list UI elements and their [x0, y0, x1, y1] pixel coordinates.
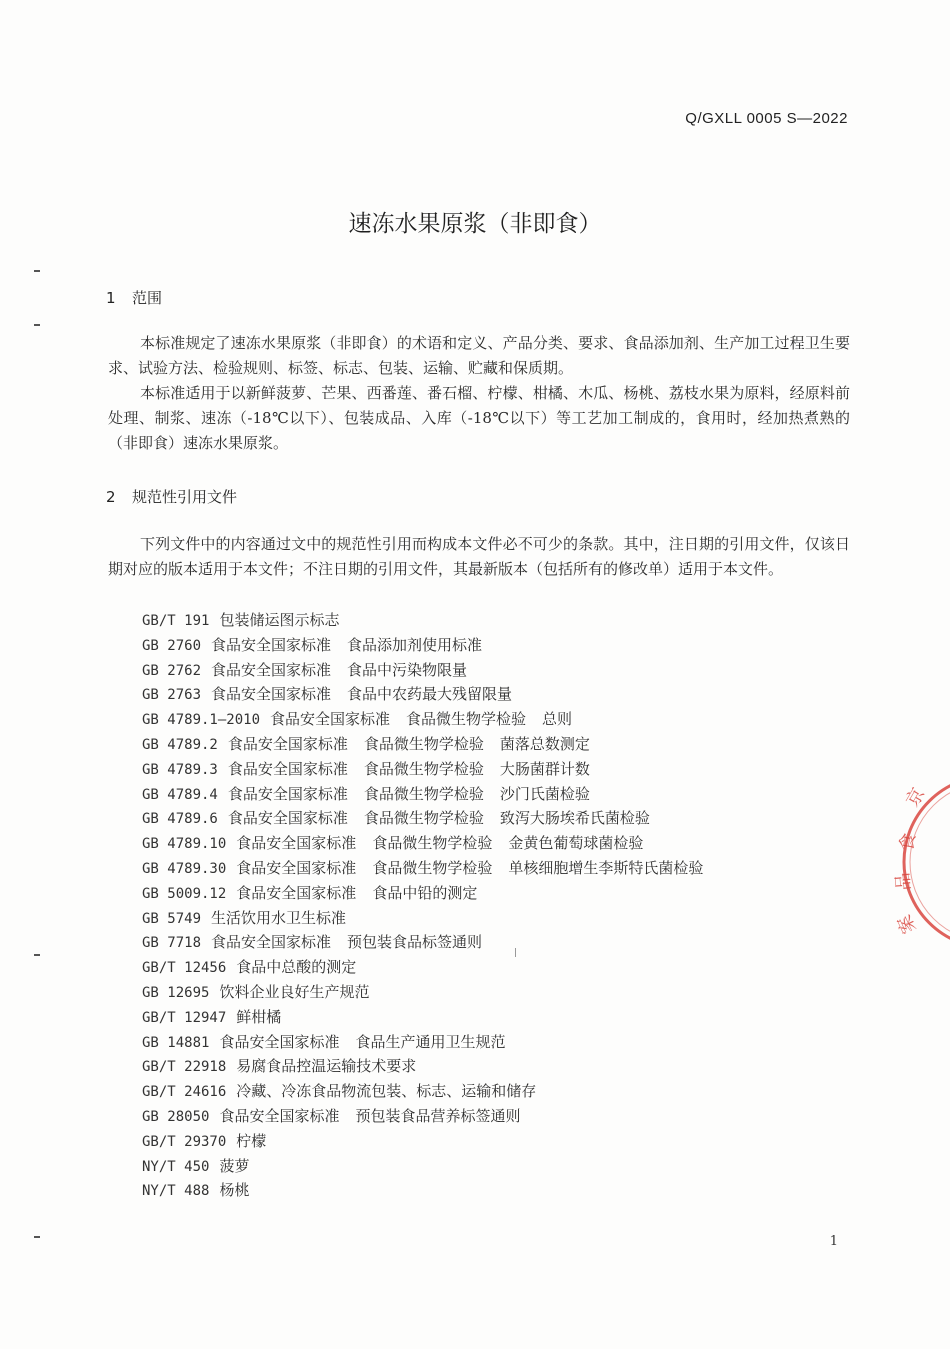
- reference-code: GB 12695: [142, 984, 210, 1001]
- reference-code: GB 5009.12: [142, 885, 227, 902]
- section-1-heading: [106, 287, 162, 308]
- reference-item: [142, 856, 719, 881]
- scan-mark: [34, 954, 40, 956]
- reference-title: 单核细胞增生李斯特氏菌检验: [508, 858, 704, 877]
- reference-item: [142, 682, 719, 707]
- section-number: 2: [106, 488, 116, 506]
- reference-code: GB/T 12947: [142, 1009, 227, 1026]
- reference-code: GB 4789.30: [142, 860, 227, 877]
- reference-item: [142, 1030, 719, 1055]
- reference-item: [142, 658, 719, 683]
- reference-list: [142, 608, 719, 1203]
- reference-title: 食品中铅的测定: [372, 883, 478, 902]
- reference-title: 易腐食品控温运输技术要求: [236, 1057, 417, 1076]
- reference-item: [142, 757, 719, 782]
- reference-item: [142, 633, 719, 658]
- reference-title: 食品添加剂使用标准: [347, 635, 483, 654]
- reference-title: 食品微生物学检验: [363, 784, 484, 803]
- reference-title: 食品生产通用卫生规范: [355, 1032, 506, 1051]
- reference-title: 食品中污染物限量: [347, 660, 468, 679]
- reference-title: 菠萝: [219, 1156, 250, 1175]
- reference-code: GB 7718: [142, 935, 202, 952]
- reference-title: 食品安全国家标准: [211, 685, 332, 704]
- scan-mark: [34, 1236, 40, 1238]
- reference-title: 柠檬: [236, 1131, 267, 1150]
- document-title: 速冻水果原浆（非即食）: [348, 211, 602, 237]
- reference-title: 饮料企业良好生产规范: [219, 982, 370, 1001]
- reference-title: 食品安全国家标准: [227, 759, 348, 778]
- reference-item: [142, 881, 719, 906]
- reference-code: GB 28050: [142, 1108, 210, 1125]
- reference-title: 食品安全国家标准: [236, 834, 357, 853]
- page-number: 1: [829, 1234, 838, 1249]
- scope-paragraph-2: 本标准适用于以新鲜菠萝、芒果、西番莲、番石榴、柠檬、柑橘、木瓜、杨桃、荔枝水果为原料，经原料前处理、制浆、速冻（-18℃以下）、包装成品、入库（-18℃以下）等工艺加工制成的，食用时，经加热煮熟的（非即食）速冻水果原浆。: [108, 384, 850, 452]
- reference-code: GB/T 191: [142, 613, 210, 629]
- scan-mark: [34, 324, 40, 326]
- reference-item: [142, 831, 719, 856]
- reference-code: GB/T 29370: [142, 1133, 227, 1150]
- reference-title: 冷藏、冷冻食品物流包装、标志、运输和储存: [236, 1082, 537, 1101]
- reference-title: 总则: [542, 710, 573, 729]
- reference-title: 食品微生物学检验: [372, 858, 493, 877]
- reference-title: 沙门氏菌检验: [499, 784, 590, 803]
- reference-title: 食品微生物学检验: [406, 710, 527, 729]
- reference-title: 食品安全国家标准: [211, 933, 332, 952]
- reference-code: GB 2763: [142, 687, 202, 704]
- reference-title: 食品中农药最大残留限量: [347, 685, 513, 704]
- reference-code: GB/T 24616: [142, 1084, 227, 1101]
- reference-title: 鲜柑橘: [236, 1007, 282, 1026]
- reference-code: GB 2762: [142, 662, 202, 679]
- reference-title: 食品安全国家标准: [219, 1106, 340, 1125]
- section-title: 规范性引用文件: [132, 488, 238, 506]
- reference-title: 食品微生物学检验: [363, 734, 484, 753]
- reference-title: 食品安全国家标准: [270, 710, 391, 729]
- reference-title: 食品微生物学检验: [372, 834, 493, 853]
- reference-code: GB 5749: [142, 910, 202, 927]
- reference-item: [142, 806, 719, 831]
- reference-code: GB 4789.3: [142, 761, 218, 778]
- reference-code: GB 4789.6: [142, 811, 218, 828]
- reference-item: [142, 707, 719, 732]
- seal-char: 京: [902, 784, 930, 811]
- seal-char: 食: [896, 831, 921, 853]
- reference-title: 食品安全国家标准: [219, 1032, 340, 1051]
- reference-code: GB/T 22918: [142, 1059, 227, 1076]
- reference-item: [142, 1178, 719, 1203]
- seal-char: 案: [893, 911, 921, 937]
- reference-title: 菌落总数测定: [499, 734, 590, 753]
- reference-title: 预包装食品标签通则: [347, 933, 483, 952]
- scan-tick: [515, 948, 516, 957]
- reference-code: GB 4789.4: [142, 786, 218, 803]
- reference-title: 预包装食品营养标签通则: [355, 1106, 521, 1125]
- reference-title: 金黄色葡萄球菌检验: [508, 834, 644, 853]
- reference-item: [142, 980, 719, 1005]
- reference-title: 大肠菌群计数: [499, 759, 590, 778]
- section-number: 1: [106, 289, 116, 307]
- reference-title: 食品安全国家标准: [227, 809, 348, 828]
- reference-title: 生活饮用水卫生标准: [211, 908, 347, 927]
- reference-item: [142, 930, 719, 955]
- reference-item: [142, 906, 719, 931]
- reference-title: 食品安全国家标准: [211, 660, 332, 679]
- reference-code: NY/T 488: [142, 1183, 210, 1200]
- reference-title: 食品中总酸的测定: [236, 958, 357, 977]
- reference-item: [142, 1129, 719, 1154]
- reference-item: [142, 732, 719, 757]
- official-seal-stamp: [892, 770, 950, 950]
- reference-code: GB 2760: [142, 637, 202, 654]
- section-title: 范围: [132, 289, 163, 307]
- reference-code: GB 4789.10: [142, 836, 227, 853]
- reference-title: 致泻大肠埃希氏菌检验: [499, 809, 650, 828]
- reference-item: [142, 608, 719, 633]
- reference-code: GB 4789.1—2010: [142, 712, 261, 729]
- scope-paragraph-1: 本标准规定了速冻水果原浆（非即食）的术语和定义、产品分类、要求、食品添加剂、生产加工过程卫生要求、试验方法、检验规则、标签、标志、包装、运输、贮藏和保质期。: [108, 334, 850, 377]
- seal-char: 品: [892, 871, 915, 892]
- reference-title: 包装储运图示标志: [219, 611, 340, 629]
- reference-item: [142, 1104, 719, 1129]
- reference-item: [142, 1005, 719, 1030]
- reference-title: 杨桃: [219, 1181, 250, 1200]
- document-code: Q/GXLL 0005 S—2022: [685, 110, 848, 127]
- reference-title: 食品微生物学检验: [363, 759, 484, 778]
- scan-mark: [34, 270, 40, 272]
- reference-code: GB 4789.2: [142, 736, 218, 753]
- reference-code: GB/T 12456: [142, 960, 227, 977]
- references-intro: 下列文件中的内容通过文中的规范性引用而构成本文件必不可少的条款。其中，注日期的引用文件，仅该日期对应的版本适用于本文件；不注日期的引用文件，其最新版本（包括所有的修改单）适用于本文件。: [108, 535, 850, 578]
- reference-title: 食品安全国家标准: [211, 635, 332, 654]
- section-2-heading: [106, 486, 237, 507]
- reference-title: 食品微生物学检验: [363, 809, 484, 828]
- reference-code: NY/T 450: [142, 1158, 210, 1175]
- reference-title: 食品安全国家标准: [236, 883, 357, 902]
- reference-item: [142, 1054, 719, 1079]
- reference-title: 食品安全国家标准: [227, 784, 348, 803]
- reference-item: [142, 782, 719, 807]
- reference-item: [142, 1079, 719, 1104]
- reference-item: [142, 1154, 719, 1179]
- reference-title: 食品安全国家标准: [227, 734, 348, 753]
- reference-item: [142, 955, 719, 980]
- reference-title: 食品安全国家标准: [236, 858, 357, 877]
- reference-code: GB 14881: [142, 1034, 210, 1051]
